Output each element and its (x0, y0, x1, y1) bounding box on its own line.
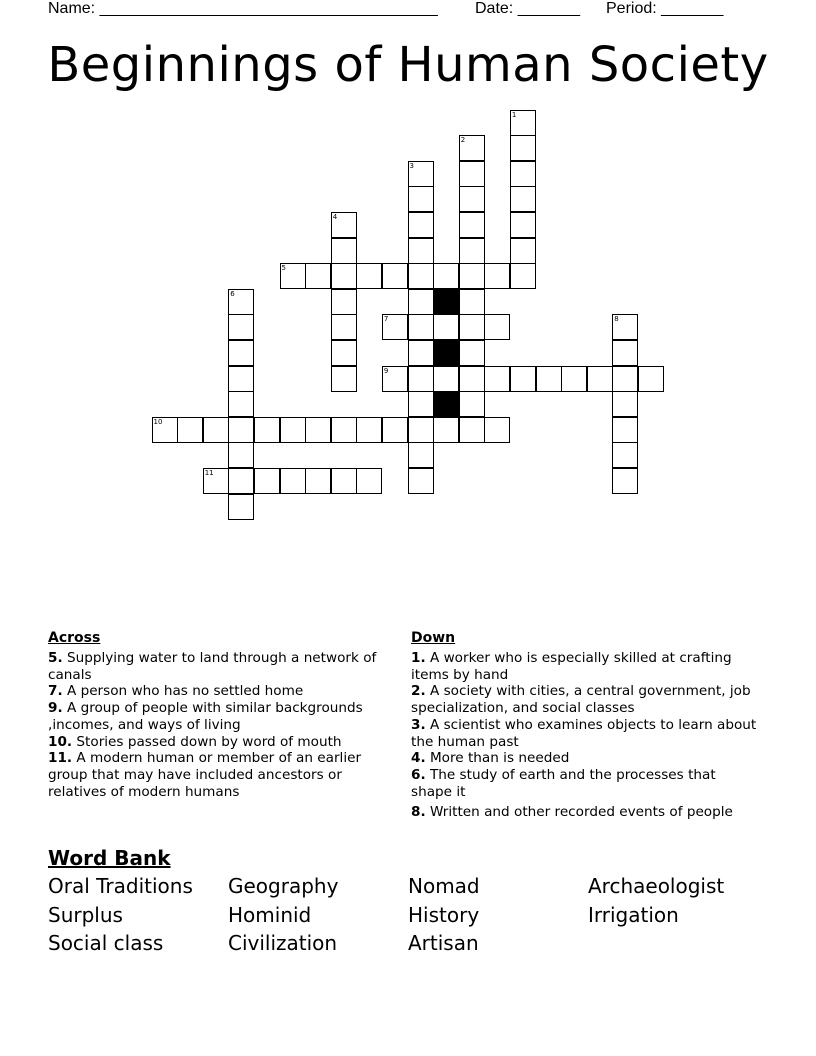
crossword-cell[interactable] (510, 212, 536, 238)
word-bank-item: Nomad (408, 874, 480, 898)
crossword-cell[interactable] (484, 417, 510, 443)
clue-item-number: 2. (411, 683, 426, 700)
crossword-cell[interactable] (612, 417, 638, 443)
crossword-cell[interactable] (356, 417, 382, 443)
clue-item-number: 7. (48, 683, 63, 700)
date-field[interactable]: Date: _______ (475, 0, 580, 17)
crossword-cell[interactable] (228, 417, 254, 443)
clue-item (411, 804, 761, 821)
crossword-cell[interactable] (433, 314, 459, 340)
word-bank-item: Hominid (228, 903, 312, 927)
crossword-cell[interactable] (331, 366, 357, 392)
crossword-cell[interactable] (459, 366, 485, 392)
crossword-cell[interactable] (408, 186, 434, 212)
crossword-cell[interactable] (408, 417, 434, 443)
down-clues (411, 630, 761, 821)
crossword-cell[interactable] (459, 417, 485, 443)
crossword-cell[interactable] (638, 366, 664, 392)
clue-item (48, 700, 393, 733)
clue-number: 10 (153, 417, 163, 426)
clue-item (48, 750, 393, 800)
crossword-cell[interactable] (510, 161, 536, 187)
clue-item-text: A society with cities, a central government, job specialization, and social classes (411, 683, 751, 717)
across-clues (48, 630, 393, 800)
clue-number: 9 (383, 366, 389, 375)
crossword-cell[interactable] (408, 314, 434, 340)
crossword-cell[interactable] (228, 366, 254, 392)
crossword-cell[interactable] (305, 417, 331, 443)
crossword-black-cell (433, 340, 459, 366)
clue-number: 2 (460, 136, 466, 145)
crossword-cell[interactable] (459, 289, 485, 315)
clue-item-number: 8. (411, 804, 426, 821)
crossword-cell[interactable] (484, 314, 510, 340)
word-bank-item: Surplus (48, 903, 123, 927)
crossword-cell[interactable] (612, 468, 638, 494)
crossword-cell[interactable] (254, 417, 280, 443)
crossword-cell[interactable] (228, 468, 254, 494)
clue-number: 4 (332, 212, 338, 221)
crossword-cell[interactable] (254, 468, 280, 494)
crossword-cell[interactable] (382, 263, 408, 289)
clue-number: 7 (383, 315, 389, 324)
crossword-cell[interactable] (331, 314, 357, 340)
clue-number: 5 (281, 264, 286, 273)
crossword-cell[interactable] (331, 238, 357, 264)
clue-item-number: 5. (48, 650, 63, 666)
clue-item (411, 767, 761, 800)
crossword-cell[interactable] (510, 263, 536, 289)
crossword-cell[interactable] (228, 494, 254, 520)
crossword-cell[interactable] (433, 263, 459, 289)
clue-item-text: Written and other recorded events of people (425, 804, 733, 821)
clue-item-text: A person who has no settled home (62, 683, 304, 700)
crossword-cell[interactable] (305, 468, 331, 494)
clue-item (48, 683, 393, 700)
clue-item-number: 10. (48, 733, 73, 750)
crossword-black-cell (433, 391, 459, 417)
period-field[interactable]: Period: _______ (606, 0, 724, 17)
crossword-black-cell (433, 289, 459, 315)
clue-item (411, 750, 761, 767)
crossword-cell[interactable] (331, 263, 357, 289)
crossword-cell[interactable] (228, 314, 254, 340)
word-bank-item: Social class (48, 931, 164, 955)
crossword-cell[interactable] (459, 238, 485, 264)
crossword-cell[interactable] (408, 212, 434, 238)
crossword-cell[interactable] (459, 186, 485, 212)
clue-item-text: A worker who is especially skilled at crafting items by hand (411, 650, 732, 683)
crossword-cell[interactable] (408, 442, 434, 468)
clue-item (411, 650, 761, 683)
crossword-cell[interactable] (280, 417, 306, 443)
crossword-cell[interactable] (356, 468, 382, 494)
crossword-cell[interactable] (408, 468, 434, 494)
across-heading: Across (48, 630, 101, 646)
crossword-cell[interactable] (305, 263, 331, 289)
word-bank-item: Archaeologist (588, 874, 725, 898)
clue-item (411, 717, 761, 750)
clue-number: 11 (204, 468, 214, 477)
crossword-cell[interactable] (459, 340, 485, 366)
crossword-cell[interactable] (331, 340, 357, 366)
crossword-cell[interactable] (510, 186, 536, 212)
crossword-cell[interactable] (561, 366, 587, 392)
crossword-cell[interactable] (510, 366, 536, 392)
clue-item-number: 11. (48, 750, 73, 767)
clue-item-text: A scientist who examines objects to learn about the human past (411, 716, 757, 750)
clue-number: 1 (511, 110, 517, 119)
clue-item-text: Stories passed down by word of mouth (72, 733, 342, 750)
clue-item-text: A modern human or member of an earlier group that may have included ancestors or relatives of modern humans (48, 750, 362, 800)
crossword-cell[interactable] (408, 238, 434, 264)
crossword-cell[interactable] (408, 366, 434, 392)
crossword-cell[interactable] (228, 442, 254, 468)
crossword-cell[interactable] (408, 263, 434, 289)
crossword-cell[interactable] (408, 289, 434, 315)
clue-number: 3 (409, 161, 414, 170)
crossword-cell[interactable] (587, 366, 613, 392)
crossword-cell[interactable] (356, 263, 382, 289)
clue-item (48, 650, 393, 683)
crossword-cell[interactable] (177, 417, 203, 443)
crossword-cell[interactable] (459, 161, 485, 187)
crossword-cell[interactable] (433, 366, 459, 392)
crossword-cell[interactable] (612, 366, 638, 392)
crossword-cell[interactable] (408, 391, 434, 417)
word-bank-item: Oral Traditions (48, 874, 193, 898)
crossword-cell[interactable] (408, 340, 434, 366)
crossword-cell[interactable] (331, 289, 357, 315)
crossword-cell[interactable] (536, 366, 562, 392)
clue-number: 8 (614, 315, 619, 324)
down-heading: Down (411, 630, 456, 646)
crossword-cell[interactable] (331, 417, 357, 443)
word-bank-item: History (408, 903, 480, 927)
word-bank-item: Artisan (408, 931, 479, 955)
clue-item-number: 3. (411, 716, 426, 733)
crossword-cell[interactable] (382, 417, 408, 443)
page-title: Beginnings of Human Society (47, 37, 769, 93)
clue-item-number: 1. (411, 650, 426, 666)
word-bank-item: Irrigation (588, 903, 679, 927)
clue-item-number: 4. (411, 750, 426, 767)
crossword-cell[interactable] (484, 263, 510, 289)
crossword-cell[interactable] (228, 391, 254, 417)
crossword-cell[interactable] (510, 135, 536, 161)
crossword-cell[interactable] (612, 340, 638, 366)
down-clue-list (411, 650, 761, 821)
crossword-cell[interactable] (612, 442, 638, 468)
clue-item-number: 6. (411, 766, 426, 783)
crossword-cell[interactable] (459, 391, 485, 417)
crossword-cell[interactable] (459, 263, 485, 289)
clue-number: 6 (230, 289, 235, 298)
clue-item-number: 9. (48, 700, 63, 717)
crossword-cell[interactable] (433, 417, 459, 443)
crossword-cell[interactable] (331, 468, 357, 494)
clue-item (48, 734, 393, 751)
crossword-cell[interactable] (280, 468, 306, 494)
name-field[interactable]: Name: ______________________________________ (48, 0, 438, 17)
crossword-cell[interactable] (484, 366, 510, 392)
clue-item-text: More than is needed (425, 750, 570, 767)
crossword-cell[interactable] (510, 238, 536, 264)
word-bank-title: Word Bank (48, 846, 171, 870)
clue-item (411, 683, 761, 716)
across-clue-list (48, 650, 393, 800)
crossword-cell[interactable] (228, 340, 254, 366)
clue-item-text: The study of earth and the processes that shape it (411, 766, 716, 800)
clue-item-text: A group of people with similar backgrounds ,incomes, and ways of living (48, 700, 363, 733)
clue-item-text: Supplying water to land through a network of canals (48, 650, 377, 683)
word-bank-item: Geography (228, 874, 339, 898)
crossword-cell[interactable] (203, 417, 229, 443)
word-bank-item: Civilization (228, 931, 338, 955)
crossword-cell[interactable] (459, 212, 485, 238)
crossword-cell[interactable] (459, 314, 485, 340)
crossword-cell[interactable] (612, 391, 638, 417)
